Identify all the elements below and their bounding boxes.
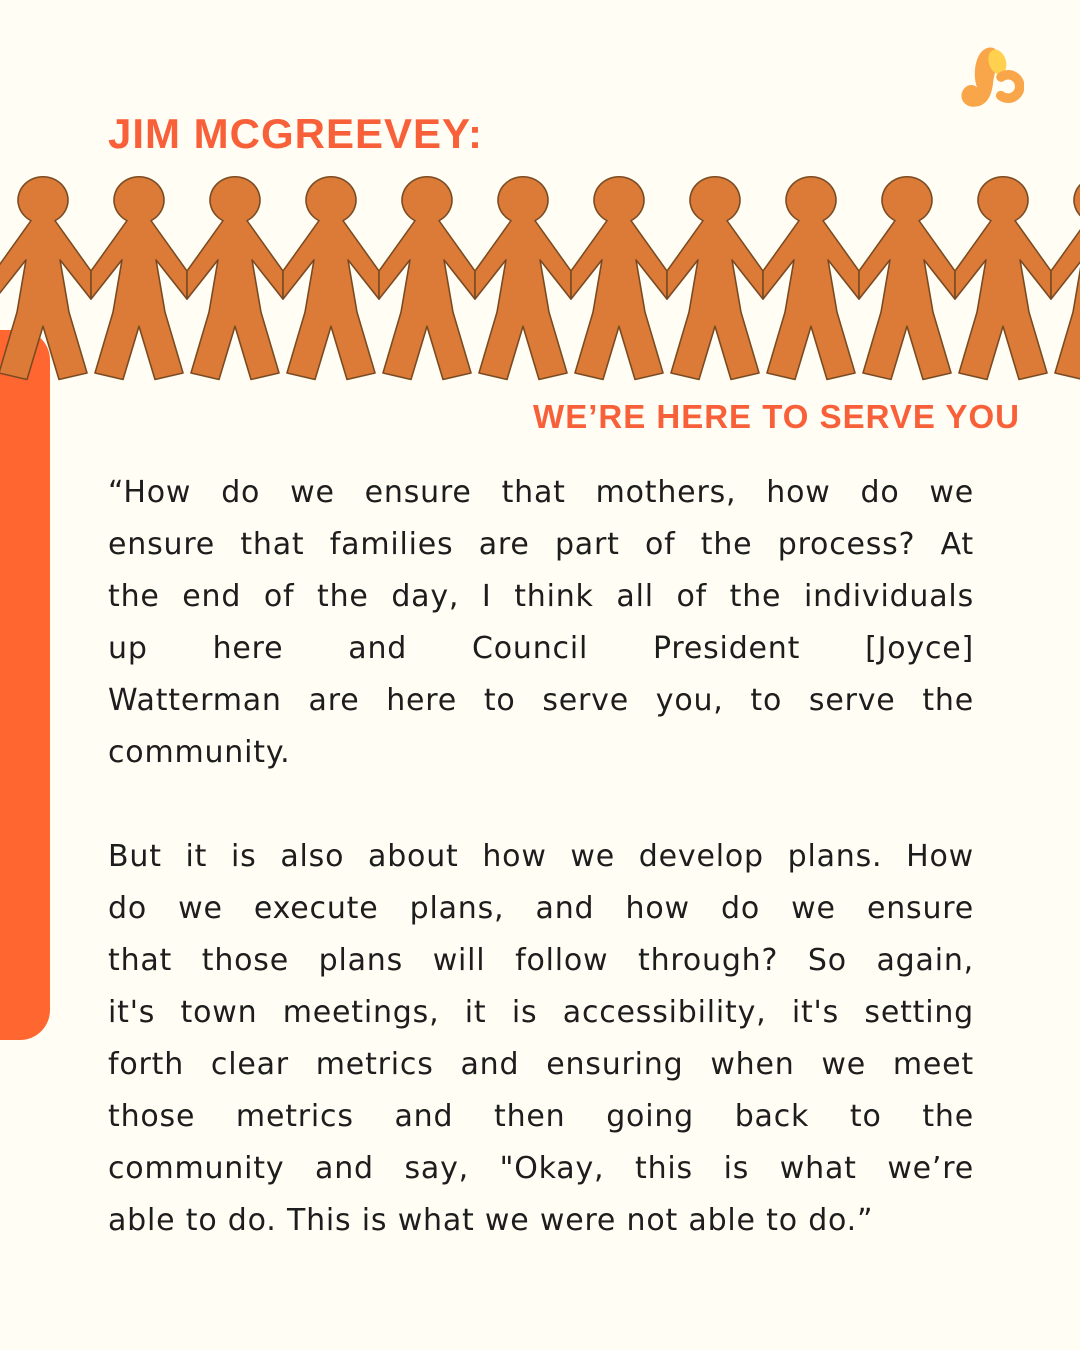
quote-paragraph <box>108 467 974 779</box>
quote-line: do we execute plans, and how do we ensure <box>108 891 974 926</box>
left-accent-bar <box>0 330 50 1040</box>
quote-line: it's town meetings, it is accessibility, it's setting <box>108 995 974 1030</box>
quote-line: Watterman are here to serve you, to serve the <box>108 683 974 718</box>
logo-c-shape <box>996 75 1019 98</box>
quote-line: that those plans will follow through? So again, <box>108 943 974 978</box>
speaker-name-title: JIM MCGREEVEY: <box>108 110 483 157</box>
quote-line: But it is also about how we develop plans. How <box>108 839 974 874</box>
quote-line: up here and Council President [Joyce] <box>108 631 974 666</box>
quote-line: the end of the day, I think all of the individuals <box>108 579 974 614</box>
brand-mark-icon <box>958 46 1024 112</box>
quote-line: community and say, "Okay, this is what we’re <box>108 1151 974 1186</box>
quote-text <box>108 467 974 1247</box>
tagline-heading: WE’RE HERE TO SERVE YOU <box>533 398 1020 435</box>
quote-line: those metrics and then going back to the <box>108 1099 974 1134</box>
quote-line: “How do we ensure that mothers, how do we <box>108 475 974 510</box>
quote-line: forth clear metrics and ensuring when we meet <box>108 1047 974 1082</box>
quote-line: community. <box>108 735 291 770</box>
quote-line: able to do. This is what we were not able to do.” <box>108 1203 874 1238</box>
quote-line: ensure that families are part of the process? At <box>108 527 974 562</box>
paper-doll-chain-icon <box>0 172 1080 387</box>
quote-paragraph <box>108 831 974 1247</box>
